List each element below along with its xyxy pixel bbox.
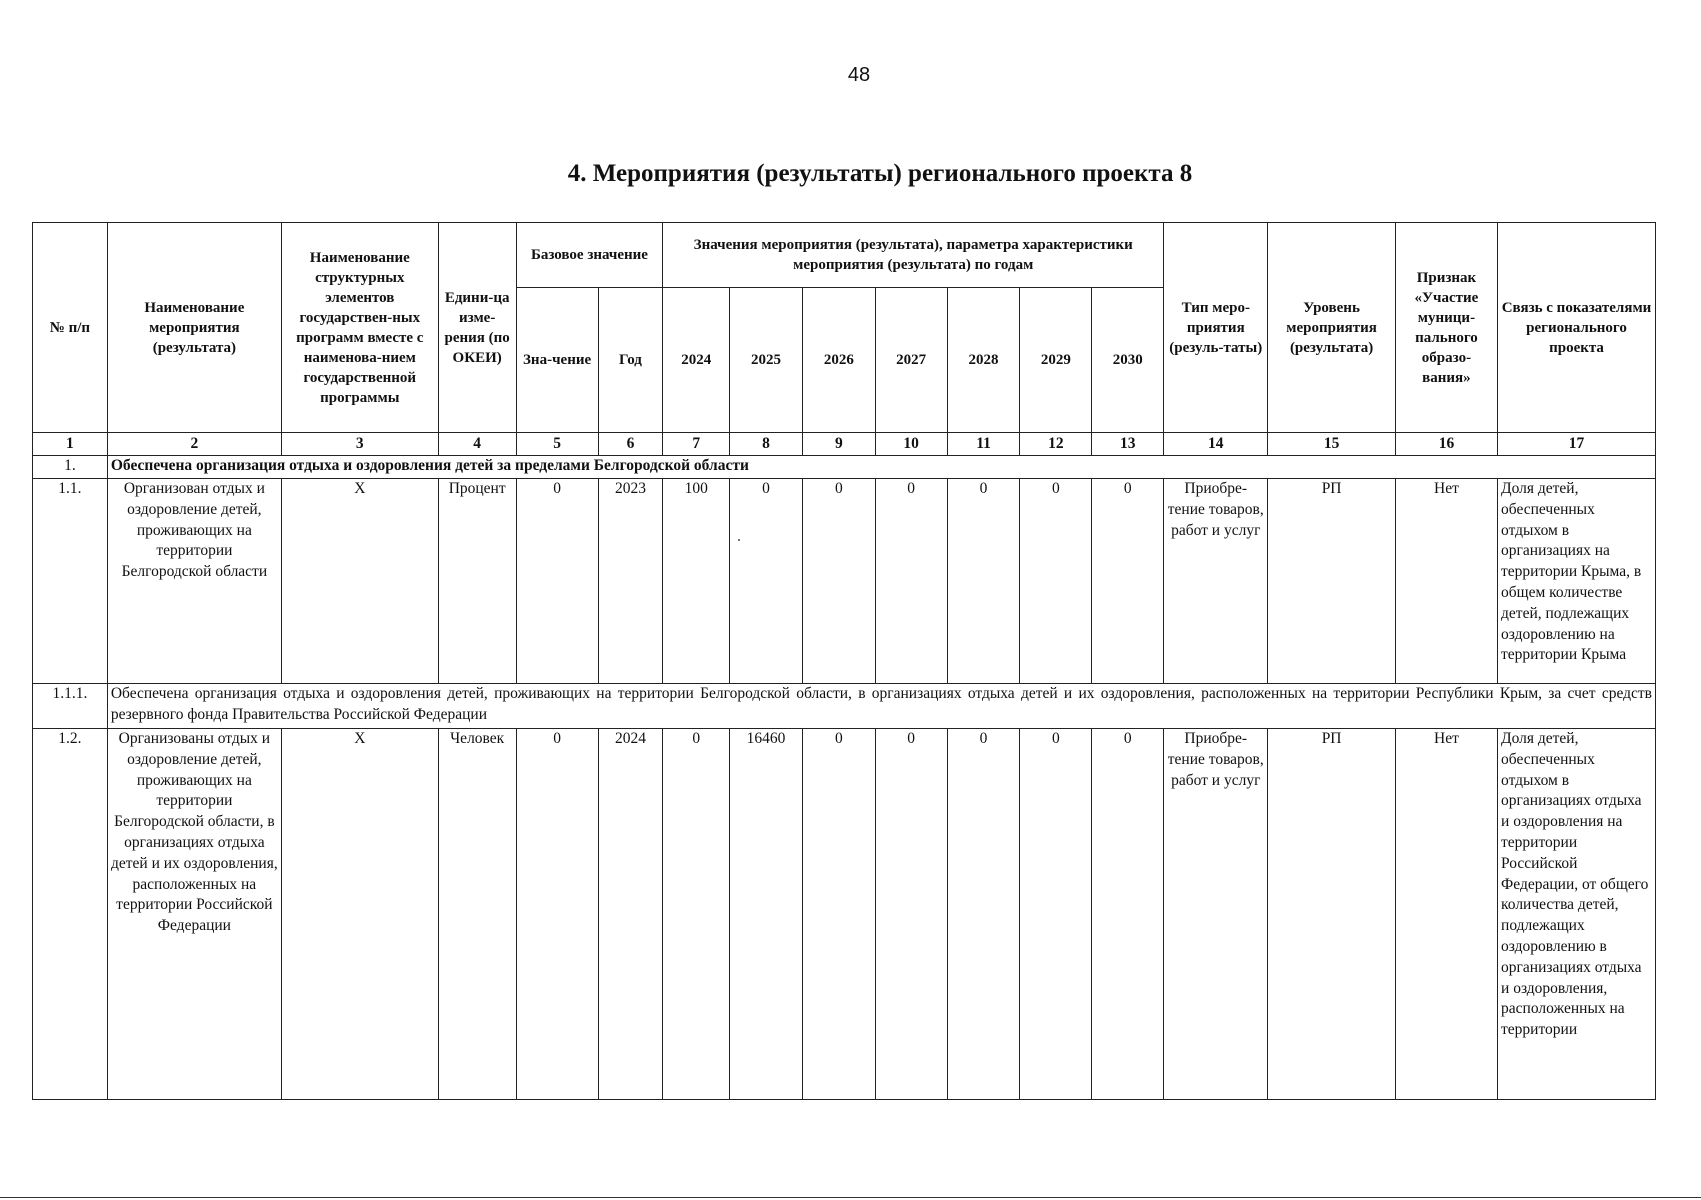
section-title: Обеспечена организация отдыха и оздоровления детей за пределами Белгородской области — [107, 456, 1655, 479]
year-value: 100 — [663, 479, 730, 684]
header-year: 2029 — [1020, 288, 1092, 433]
header-year: 2028 — [947, 288, 1020, 433]
column-number: 4 — [438, 433, 516, 456]
header-base-value: Зна-чение — [516, 288, 598, 433]
header-structural: Наименование структурных элементов государствен-ных программ вместе с наименова-нием государственной программы — [281, 223, 438, 433]
header-base-year: Год — [598, 288, 663, 433]
header-link: Связь с показателями регионального проекта — [1498, 223, 1656, 433]
base-year: 2024 — [598, 729, 663, 1100]
table-body — [33, 456, 1656, 1100]
column-number: 11 — [947, 433, 1020, 456]
document-title: 4. Мероприятия (результаты) регионального проекта 8 — [567, 160, 1193, 187]
year-value: 0 — [875, 729, 947, 1100]
subsection-text: Обеспечена организация отдыха и оздоровления детей, проживающих на территории Белгородской области, в организациях отдыха детей и их оздоровления, расположенных на территории Республики Крым, за счет средств резервного фонда Правительства Российской Федерации — [107, 684, 1655, 729]
column-number: 1 — [33, 433, 108, 456]
column-numbers-row — [33, 433, 1656, 456]
header-year: 2024 — [663, 288, 730, 433]
column-number: 12 — [1020, 433, 1092, 456]
header-year: 2025 — [730, 288, 803, 433]
indicator-link: Доля детей, обеспеченных отдыхом в организациях отдыха и оздоровления на территории Российской Федерации, от общего количества детей, подлежащих оздоровлению в организациях отдыха и оздоровления, расположенных на территории — [1498, 729, 1656, 1100]
column-number: 5 — [516, 433, 598, 456]
header-year: 2026 — [802, 288, 875, 433]
column-number: 2 — [107, 433, 281, 456]
header-unit: Едини-ца изме-рения (по ОКЕИ) — [438, 223, 516, 433]
header-year: 2027 — [875, 288, 947, 433]
year-value: 0 — [1092, 479, 1164, 684]
unit: Процент — [438, 479, 516, 684]
structural-element: Х — [281, 479, 438, 684]
column-number: 9 — [802, 433, 875, 456]
row-num: 1.1. — [33, 479, 108, 684]
structural-element: Х — [281, 729, 438, 1100]
column-number: 17 — [1498, 433, 1656, 456]
header-base-group: Базовое значение — [516, 223, 663, 288]
column-number: 14 — [1164, 433, 1268, 456]
header-type: Тип меро-приятия (резуль-таты) — [1164, 223, 1268, 433]
year-value: 0 — [802, 479, 875, 684]
year-value: 0 — [875, 479, 947, 684]
header-level: Уровень мероприятия (результата) — [1268, 223, 1395, 433]
unit: Человек — [438, 729, 516, 1100]
measure-type: Приобре-тение товаров, работ и услуг — [1164, 479, 1268, 684]
year-value: 0 — [663, 729, 730, 1100]
measure-level: РП — [1268, 479, 1395, 684]
year-value: 0 — [802, 729, 875, 1100]
subsection-row — [33, 684, 1656, 729]
year-value: 0 — [947, 729, 1020, 1100]
year-value: 0 — [1092, 729, 1164, 1100]
year-value: 16460 — [730, 729, 803, 1100]
year-value: 0 — [1020, 479, 1092, 684]
row-num: 1. — [33, 456, 108, 479]
page-bottom-rule — [0, 1197, 1701, 1198]
header-year: 2030 — [1092, 288, 1164, 433]
column-number: 8 — [730, 433, 803, 456]
indicator-link: Доля детей, обеспеченных отдыхом в организациях на территории Крыма, в общем количестве детей, подлежащих оздоровлению на территории Крыма — [1498, 479, 1656, 684]
measure-name: Организован отдых и оздоровление детей, проживающих на территории Белгородской области — [107, 479, 281, 684]
page-number: 48 — [847, 64, 871, 86]
header-values-group: Значения мероприятия (результата), параметра характеристики мероприятия (результата) по годам — [663, 223, 1164, 288]
measure-name: Организованы отдых и оздоровление детей, проживающих на территории Белгородской области, в организациях отдыха детей и их оздоровления, расположенных на территории Российской Федерации — [107, 729, 281, 1100]
header-municipal: Признак «Участие муници-пального образо-вания» — [1395, 223, 1497, 433]
column-number: 7 — [663, 433, 730, 456]
measure-level: РП — [1268, 729, 1395, 1100]
year-value: 0 — [730, 479, 803, 684]
column-number: 16 — [1395, 433, 1497, 456]
measures-table — [32, 222, 1656, 1100]
column-number: 6 — [598, 433, 663, 456]
municipal-flag: Нет — [1395, 479, 1497, 684]
year-value: 0 — [1020, 729, 1092, 1100]
column-number: 13 — [1092, 433, 1164, 456]
municipal-flag: Нет — [1395, 729, 1497, 1100]
table-row — [33, 729, 1656, 1100]
column-number: 15 — [1268, 433, 1395, 456]
row-num: 1.2. — [33, 729, 108, 1100]
year-value: 0 — [947, 479, 1020, 684]
measure-type: Приобре-тение товаров, работ и услуг — [1164, 729, 1268, 1100]
base-value: 0 — [516, 729, 598, 1100]
header-num: № п/п — [33, 223, 108, 433]
base-year: 2023 — [598, 479, 663, 684]
column-number: 10 — [875, 433, 947, 456]
table-header — [33, 223, 1656, 456]
section-row — [33, 456, 1656, 479]
base-value: 0 — [516, 479, 598, 684]
table-row — [33, 479, 1656, 684]
header-name: Наименование мероприятия (результата) — [107, 223, 281, 433]
column-number: 3 — [281, 433, 438, 456]
row-num: 1.1.1. — [33, 684, 108, 729]
